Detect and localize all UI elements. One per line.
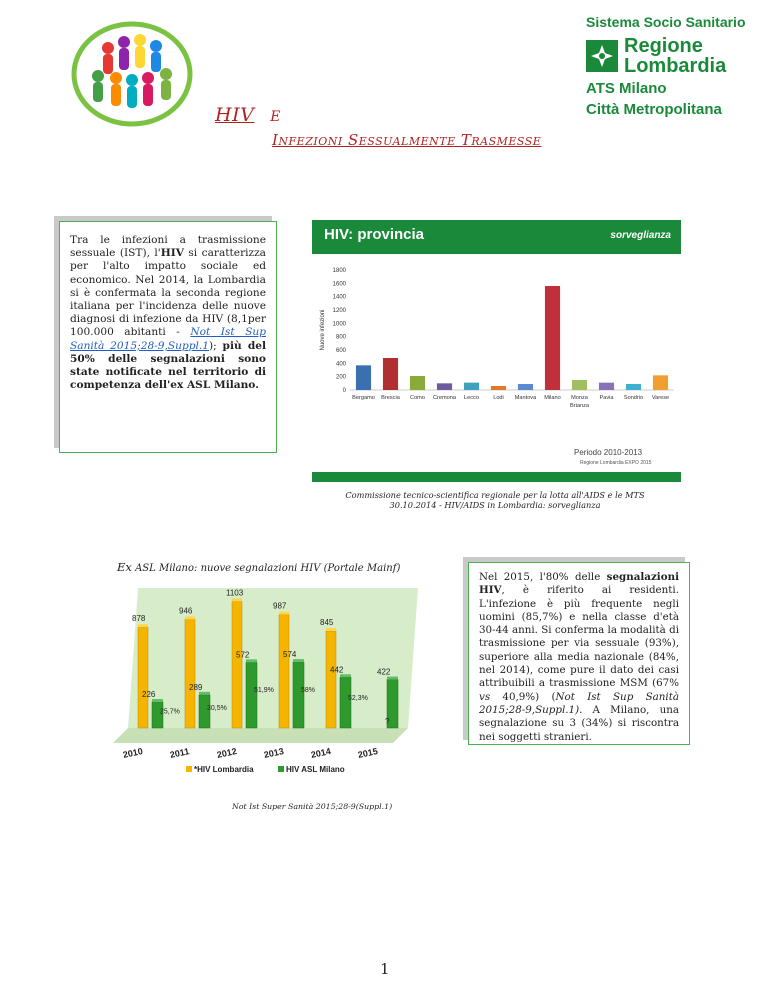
label-lombardia: 878 <box>132 614 146 624</box>
bar-milano-top <box>152 699 163 702</box>
reference-link[interactable]: Not Ist Sup Sanità 2015;28-9,Suppl.1 <box>70 326 266 352</box>
bar-milano-top <box>199 692 210 695</box>
x-tick-label: Milano <box>544 395 561 401</box>
y-tick-label: 0 <box>342 388 346 394</box>
slide-caption <box>330 490 660 510</box>
y-tick-label: 1800 <box>332 268 346 274</box>
bar-lombardia-2011 <box>185 619 195 728</box>
province-bar-chart <box>312 260 681 460</box>
bar-lombardia-top <box>279 612 289 615</box>
bar-lombardia-2012 <box>232 601 242 728</box>
bar-lombardia-top <box>232 598 242 601</box>
title-conj: E <box>270 109 282 125</box>
y-tick-label: 1600 <box>332 281 346 288</box>
caption-line-1: Commissione tecnico-scientifica regionale per la lotta all'AIDS e le MTS <box>345 490 645 500</box>
label-lombardia: 946 <box>179 606 193 616</box>
bar-lecco <box>464 383 479 390</box>
y-tick-label: 200 <box>335 374 346 381</box>
page-number: 1 <box>380 960 390 978</box>
lombardia-rose-icon <box>586 40 618 72</box>
legend-label-lombardia: *HIV Lombardia <box>194 765 254 774</box>
asl-bar-chart <box>108 578 428 778</box>
y-tick-label: 1000 <box>332 321 346 328</box>
x-tick-label: 2014 <box>309 746 332 760</box>
brand-sub-line2: Città Metropolitana <box>586 101 722 118</box>
bar-milano-2014 <box>340 677 351 728</box>
page-title <box>215 104 281 126</box>
legend-swatch-milano <box>278 766 284 772</box>
label-milano: 574 <box>283 650 297 660</box>
bar-milano-top <box>246 659 257 662</box>
r-italic-2: Not Ist Sup Sanità 2015;28-9,Suppl.1). <box>479 690 680 716</box>
bar-lombardia-2013 <box>279 615 289 728</box>
y-tick-label: 600 <box>335 348 346 354</box>
bar-como <box>410 376 425 390</box>
label-percent: 25,7% <box>160 708 180 716</box>
bar-lodi <box>491 386 506 390</box>
x-tick-label: 2013 <box>262 746 285 760</box>
label-percent: 30,5% <box>207 704 227 712</box>
people-circle-logo <box>68 18 196 130</box>
label-lombardia: 845 <box>320 618 334 628</box>
bar-pavia <box>599 383 614 390</box>
slide-footer-bar <box>312 472 681 482</box>
r-text-2: , è riferito ai residenti. L'infezione è più frequente negli uomini (85,7%) e nella classe d'età 30-44 anni. Si conferma la modalità di trasmissione per via sessuale (93%), superiore alla media nazionale (84%, nel 2014), come pure il dato dei casi attribuibili a trasmissione MSM (67% <box>479 584 679 690</box>
bar-lombardia-top <box>326 628 336 631</box>
asl-chart-title-rest: ASL Milano: nuove segnalazioni HIV (Portale Mainf) <box>131 563 401 574</box>
brand-top-text: Sistema Socio Sanitario <box>586 14 746 30</box>
bar-milano-2012 <box>246 662 257 728</box>
brand-name-line1: Regione <box>624 35 703 57</box>
x-tick-label: Cremona <box>432 395 457 401</box>
bar-milano-top <box>340 674 351 677</box>
province-chart-slide <box>312 220 681 482</box>
slide-tag: sorveglianza <box>610 230 671 241</box>
slide-title: HIV: provincia <box>324 226 425 243</box>
y-tick-label: 1400 <box>332 294 346 301</box>
legend-label-milano: HIV ASL Milano <box>286 765 345 774</box>
y-tick-label: 1200 <box>332 308 346 314</box>
x-tick-label: Brianza <box>570 403 589 409</box>
intro-text-3: ); <box>209 339 223 352</box>
hiv-2015-text-box <box>468 562 690 745</box>
label-milano: 422 <box>377 667 391 677</box>
bar-lombardia-2010 <box>138 627 148 728</box>
r-bold-1: segnalazioni HIV <box>479 571 679 597</box>
bar-mantova <box>518 384 533 390</box>
x-tick-label: 2010 <box>121 746 144 760</box>
bar-brescia <box>383 358 398 390</box>
asl-chart-title <box>117 560 400 574</box>
brand-name-line2: Lombardia <box>624 55 727 77</box>
label-percent: 52,3% <box>348 695 368 703</box>
x-tick-label: 2011 <box>168 746 191 760</box>
slide-period: Periodo 2010-2013 <box>574 448 643 457</box>
bar-lombardia-top <box>138 624 148 627</box>
page-subtitle: Infezioni Sessualmente Trasmesse <box>272 131 542 149</box>
x-tick-label: Bergamo <box>352 395 375 401</box>
asl-chart-caption: Not Ist Super Sanità 2015;28-9(Suppl.1) <box>232 802 393 811</box>
x-tick-label: Varese <box>651 395 670 401</box>
bar-lombardia-top <box>185 616 195 619</box>
label-milano: 442 <box>330 665 344 675</box>
label-percent: 51,9% <box>254 686 274 694</box>
r-text-3: 40,9%) ( <box>490 690 556 703</box>
x-tick-label: 2015 <box>356 746 379 760</box>
x-tick-label: Como <box>410 395 425 401</box>
bar-monza-brianza <box>572 380 587 390</box>
slide-logos: Regione Lombardia EXPO 2015 <box>580 460 652 466</box>
r-italic-1: vs <box>479 690 491 703</box>
x-tick-label: Pavia <box>599 395 614 401</box>
label-milano: 226 <box>142 690 156 700</box>
y-tick-label: 800 <box>335 334 346 341</box>
label-milano: 289 <box>189 682 203 692</box>
title-hiv: HIV <box>215 104 255 126</box>
bar-lombardia-2014 <box>326 631 336 728</box>
bar-bergamo <box>356 365 371 390</box>
bar-milano-2013 <box>293 662 304 728</box>
x-tick-label: Sondrio <box>623 395 644 401</box>
bar-milano-top <box>387 677 398 680</box>
x-tick-label: Mantova <box>514 395 537 401</box>
x-tick-label: Brescia <box>381 395 400 401</box>
regione-lombardia-brand <box>586 14 756 118</box>
chart-floor <box>113 728 408 743</box>
brand-sub-line1: ATS Milano <box>586 80 667 97</box>
label-lombardia: 1103 <box>226 588 244 598</box>
y-tick-label: 400 <box>335 361 346 368</box>
bar-sondrio <box>626 384 641 390</box>
intro-text-box <box>59 221 277 453</box>
intro-hiv-bold: HIV <box>160 247 184 260</box>
label-milano: 572 <box>236 650 250 660</box>
bar-varese <box>653 375 668 390</box>
label-percent: 58% <box>301 686 316 694</box>
bar-cremona <box>437 383 452 390</box>
intro-text-2: si caratterizza per l'alto impatto sociale ed economico. Nel 2014, la Lombardia si è confermata la seconda regione italiana per l'incidenza delle nuove diagnosi di infezione da HIV (8,1per 100.000 abitanti - <box>70 247 266 339</box>
y-axis-label: Nuove infezioni <box>320 309 326 351</box>
x-tick-label: 2012 <box>215 746 238 760</box>
r-text-4: A Milano, una segnalazione su 3 (34%) si riscontra nei soggetti stranieri. <box>479 703 679 743</box>
intro-paragraph <box>70 234 266 392</box>
caption-line-2: 30.10.2014 - HIV/AIDS in Lombardia: sorveglianza <box>389 500 601 510</box>
x-tick-label: Lecco <box>464 395 479 401</box>
r-text-1: Nel 2015, l'80% delle <box>479 571 607 583</box>
x-tick-label: Lodi <box>493 395 504 401</box>
x-tick-label: Monza <box>571 395 588 401</box>
legend-swatch-lombardia <box>186 766 192 772</box>
label-lombardia: 987 <box>273 601 287 611</box>
asl-chart-title-ex: Ex <box>117 560 132 574</box>
bar-milano-top <box>293 659 304 662</box>
intro-text-1: Tra le infezioni a trasmissione sessuale (IST), l' <box>70 234 266 260</box>
bar-milano <box>545 286 560 390</box>
label-lombardia: ? <box>385 717 390 726</box>
hiv-2015-paragraph <box>479 571 679 744</box>
intro-bold-tail: più del 50% delle segnalazioni sono state notificate nel territorio di competenza dell'ex ASL Milano. <box>70 339 266 392</box>
